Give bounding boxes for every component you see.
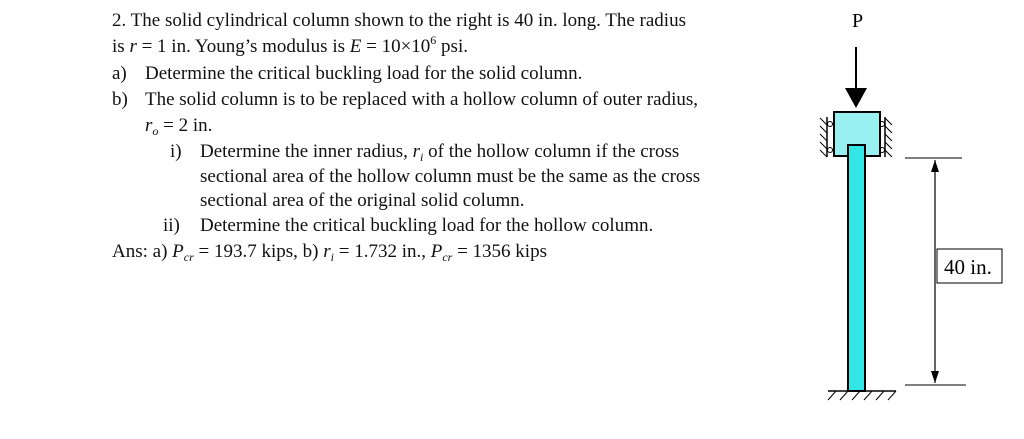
youngs-modulus-symbol: E [349,36,362,57]
answer-P-symbol: P [172,241,184,262]
outer-radius-value: = 2 in. [158,115,213,136]
column-shaft [848,145,865,391]
length-label: 40 in. [944,255,992,279]
line2-eq1: = 1 in. Young’s modulus is [136,36,350,57]
line2-post: psi. [436,36,468,57]
right-guide-support [880,117,893,157]
answer-part-b1: = 1.732 in., [333,241,431,262]
exponent: 6 [430,33,437,47]
fixed-base-support [828,391,896,400]
answer-part-b2: = 1356 kips [452,241,547,262]
load-arrowhead [845,88,867,108]
answer-prefix: Ans: a) [112,241,173,262]
part-a-label: a) [112,63,127,84]
outer-radius-symbol: r [145,115,153,136]
part-b-i-text1-pre: Determine the inner radius, [200,141,413,162]
left-guide-support [820,117,833,157]
inner-radius-symbol: r [412,141,421,162]
part-b-i-label: i) [170,141,182,162]
inner-radius-subscript: i [420,150,424,164]
problem-line1-text: 2. The solid cylindrical column shown to the right is 40 in. long. The radius [112,10,686,31]
line2-eq2: = 10×10 [361,36,431,57]
answer-P2-symbol: P [430,241,443,262]
answer-part-a: = 193.7 kips, b) [193,241,324,262]
radius-symbol: r [129,36,137,57]
answer-r-symbol: r [323,241,331,262]
part-b-i-text1-post: of the hollow column if the cross [423,141,680,162]
part-b-ii-label: ii) [163,215,180,236]
part-b-text: The solid column is to be replaced with a hollow column of outer radius, [145,89,698,110]
line2-pre: is [112,36,125,57]
part-b-i-text3: sectional area of the original solid column. [200,190,525,211]
answer-P2-subscript: cr [442,250,453,264]
length-dimension [905,158,1002,385]
part-b-label: b) [112,89,128,110]
answer-P-subscript: cr [183,250,194,264]
part-b-i-text2: sectional area of the hollow column must be the same as the cross [200,166,701,187]
part-b-ii-text: Determine the critical buckling load for the hollow column. [200,215,654,236]
part-a-text: Determine the critical buckling load for the solid column. [145,63,583,84]
load-label: P [852,10,864,32]
answer-r-subscript: i [330,250,334,264]
outer-radius-subscript: o [152,124,159,138]
